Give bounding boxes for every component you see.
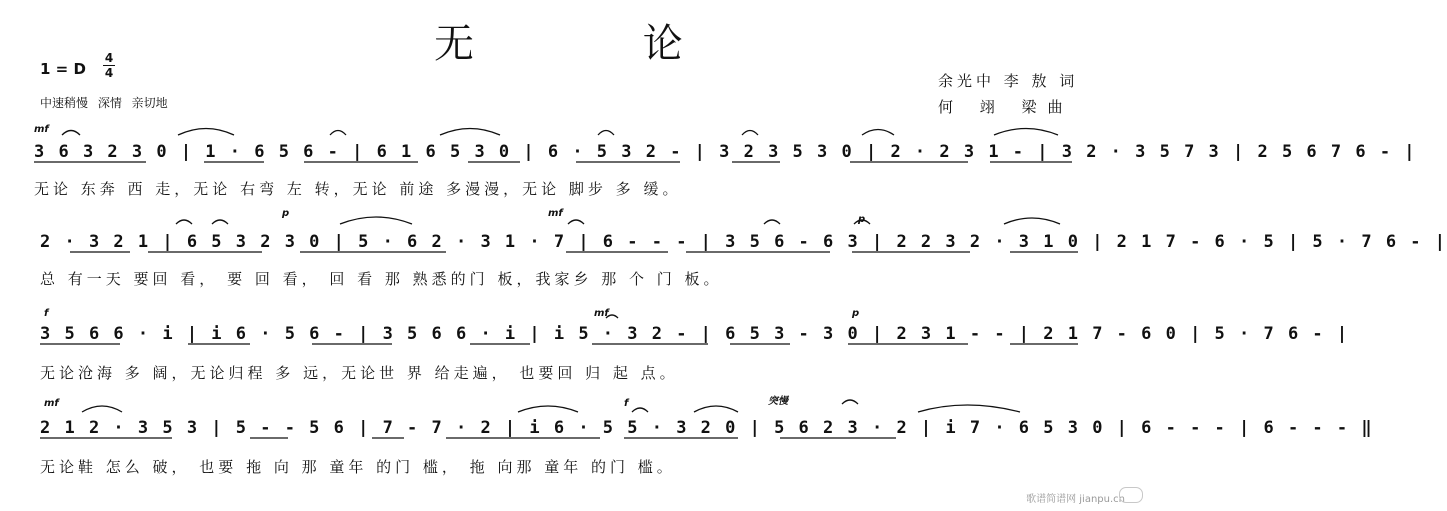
time-signature-bottom: 4 (104, 66, 114, 80)
notation-row-4: 2 1 2 · 3 5 3 | 5 - - 5 6 | 7 - 7 · 2 | i 6 · 5 5 · 3 2 0 | 5 6 2 3 · 2 | i 7 · 6 5 3 0 | 6 - - - | 6 - - - ‖ (40, 418, 1374, 438)
dynamic-mark: mf (594, 308, 609, 319)
dynamic-mark: 突慢 (768, 396, 788, 407)
key-signature: 1 = D (40, 60, 86, 78)
composer-credit: 何 翊 梁曲 (938, 98, 1074, 116)
dynamic-mark: f (624, 398, 629, 409)
dynamic-mark: mf (548, 208, 563, 219)
dynamic-mark: p (858, 214, 866, 225)
dynamic-mark: p (282, 208, 290, 219)
song-title: 无 论 (434, 21, 761, 67)
dynamic-mark: mf (44, 398, 59, 409)
watermark-logo-icon (1119, 487, 1143, 503)
time-signature-top: 4 (104, 51, 114, 65)
watermark-text: 歌谱简谱网 jianpu.cn (1026, 494, 1125, 505)
lyrics-row-4: 无论鞋 怎么 破， 也要 拖 向 那 童年 的门 槛， 拖 向那 童年 的门 槛。 (40, 458, 676, 476)
notation-row-1: 3 6 3 2 3 0 | 1 · 6 5 6 - | 6 1 6 5 3 0 | 6 · 5 3 2 - | 3 2 3 5 3 0 | 2 · 2 3 1 - | 3 2 · 3 5 7 3 | 2 5 6 7 6 - | (34, 142, 1417, 162)
dynamic-mark: mf (34, 124, 49, 135)
lyricist-credit: 余光中 李 敖 词 (938, 72, 1079, 90)
lyrics-row-3: 无论沧海 多 阔，无论归程 多 远，无论世 界 给走遍， 也要回 归 起 点。 (40, 364, 679, 382)
notation-row-2: 2 · 3 2 1 | 6 5 3 2 3 0 | 5 · 6 2 · 3 1 · 7 | 6 - - - | 3 5 6 - 6 3 | 2 2 3 2 · 3 1 0 | 2 1 7 - 6 · 5 | 5 · 7 6 - | (40, 232, 1447, 252)
tempo-marking: 中速稍慢 深情 亲切地 (40, 96, 168, 110)
lyrics-row-2: 总 有一天 要回 看， 要 回 看， 回 看 那 熟悉的门 板，我家乡 那 个 门 板。 (40, 270, 723, 288)
lyrics-row-1: 无论 东奔 西 走，无论 右弯 左 转，无论 前途 多漫漫，无论 脚步 多 缓。 (34, 180, 682, 198)
dynamic-mark: p (852, 308, 860, 319)
notation-row-3: 3 5 6 6 · i | i 6 · 5 6 - | 3 5 6 6 · i | i 5 · 3 2 - | 6 5 3 - 3 0 | 2 3 1 - - | 2 1 7 - 6 0 | 5 · 7 6 - | (40, 324, 1350, 344)
dynamic-mark: f (44, 308, 49, 319)
